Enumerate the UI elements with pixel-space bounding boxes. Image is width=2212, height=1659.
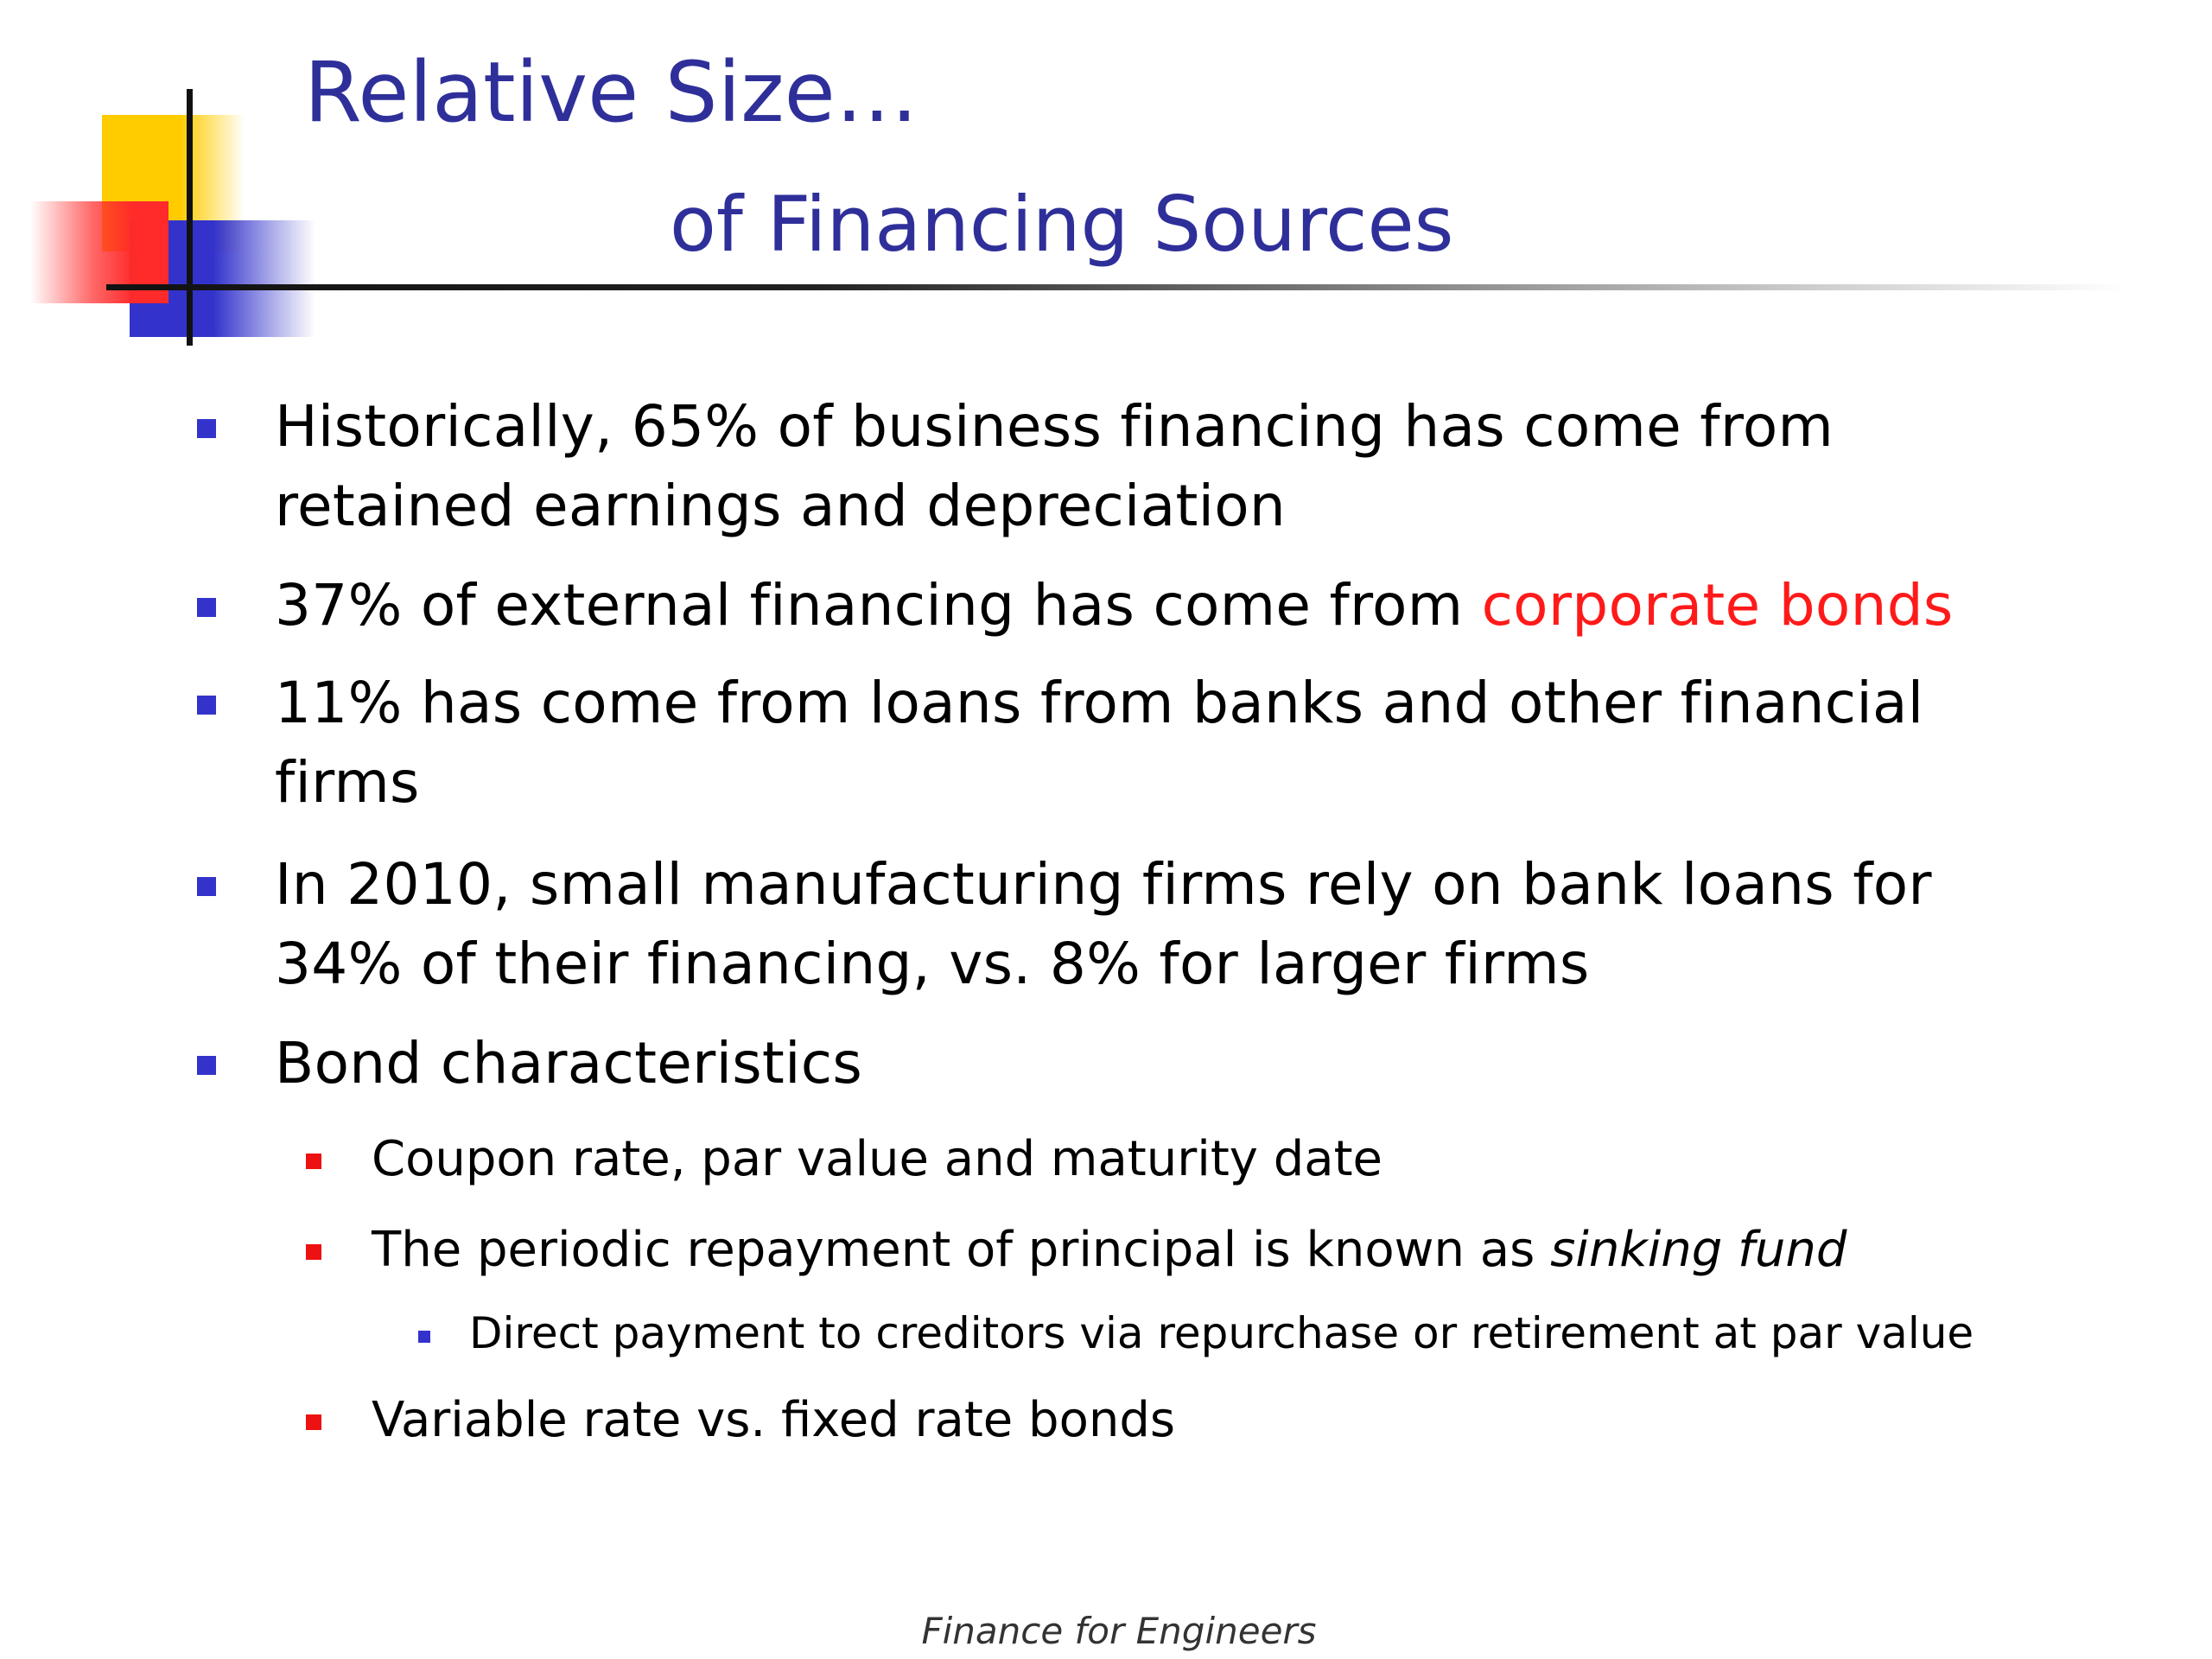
sub-bullet-square-icon [306,1244,321,1260]
title-underline [106,284,2128,290]
sub-bullet-text: Variable rate vs. fixed rate bonds [372,1392,1176,1448]
sub-bullet-square-icon [306,1414,321,1430]
sub-sub-bullet-text: Direct payment to creditors via repurchase or retirement at par value [469,1308,1974,1358]
bullet-text-line: Bond characteristics [275,1030,863,1096]
bullet-text-line: Historically, 65% of business financing has come from [275,393,1834,460]
sub-bullet-text-plain: The periodic repayment of principal is known as [372,1222,1551,1278]
bullet-text-line: 11% has come from loans from banks and other financial [275,670,1924,736]
bullet-text-line: In 2010, small manufacturing firms rely on bank loans for [275,851,1932,918]
bullet-text-plain: 37% of external financing has come from [275,572,1482,639]
bullet-square-icon [197,877,216,896]
bullet-square-icon [197,419,216,438]
bullet-square-icon [197,1056,216,1075]
slide-title: Relative Size… [304,44,918,141]
sub-bullet-text: Coupon rate, par value and maturity date [372,1131,1382,1187]
bullet-square-icon [197,598,216,617]
slide-footer: Finance for Engineers [921,1610,1317,1652]
bullet-text-line: 34% of their financing, vs. 8% for larger firms [275,931,1590,997]
bullet-square-icon [197,696,216,715]
logo-vertical-line [187,89,193,346]
bullet-text-line: retained earnings and depreciation [275,473,1287,539]
sub-bullet-square-icon [306,1154,321,1169]
italic-term: sinking fund [1550,1222,1847,1278]
slide-subtitle: of Financing Sources [670,180,1454,269]
bullet-text-line: firms [275,749,420,816]
bullet-text-line [275,566,1954,645]
sub-sub-bullet-square-icon [418,1331,430,1343]
sub-bullet-text [372,1216,1847,1285]
highlight-text: corporate bonds [1481,572,1954,639]
